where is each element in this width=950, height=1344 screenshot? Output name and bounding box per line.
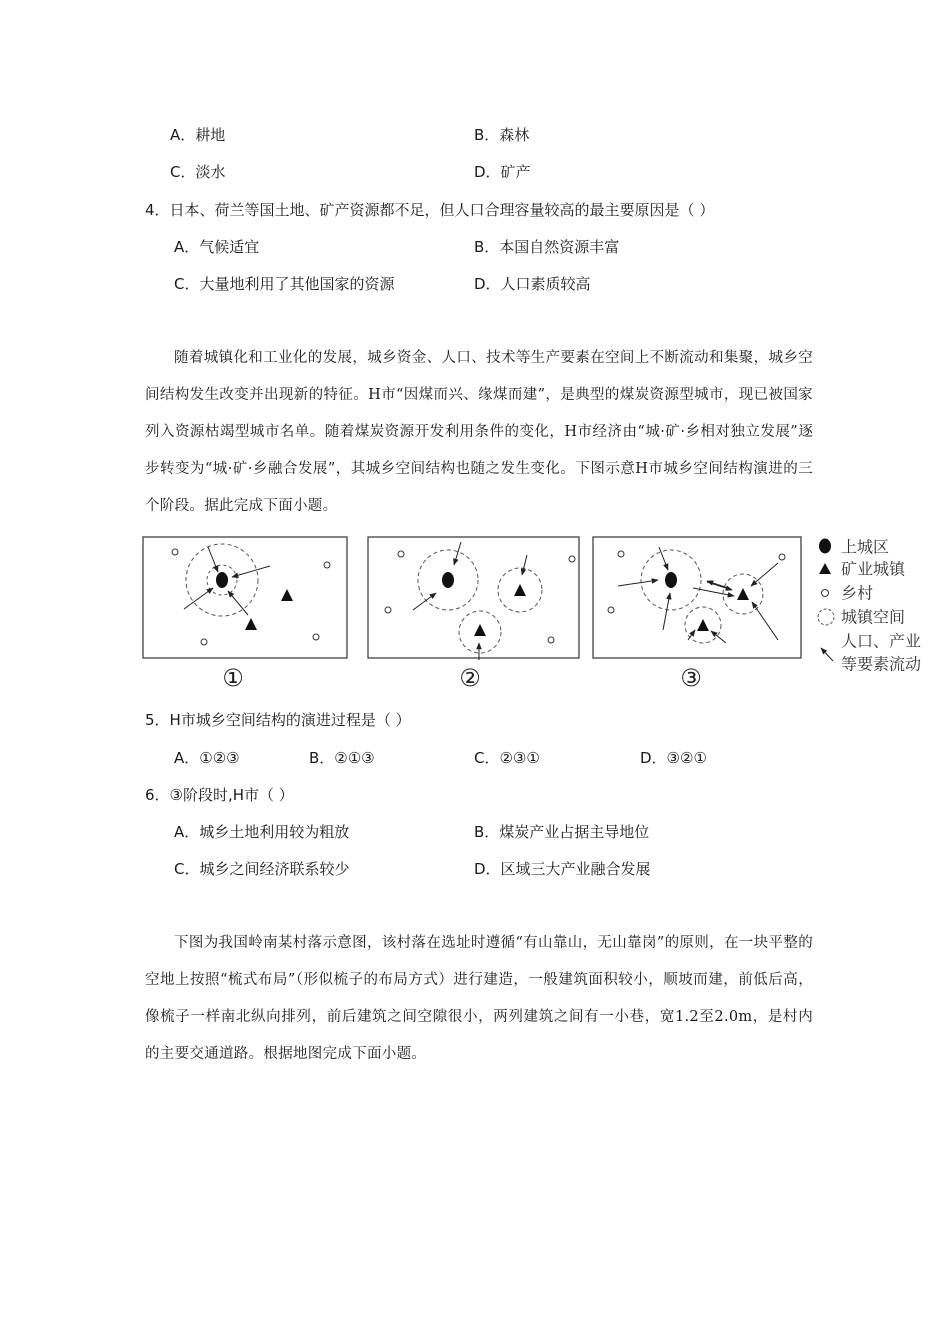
q6-stem: 6．③阶段时,H市（ ）	[145, 786, 294, 804]
legend-space-icon	[818, 609, 834, 625]
q3-option-a: A．耕地	[170, 126, 226, 144]
q5-option-c: C．②③①	[474, 749, 540, 767]
q6-option-d: D．区域三大产业融合发展	[474, 860, 651, 878]
stage-1-panel	[143, 537, 347, 658]
legend-village-icon	[822, 590, 829, 597]
spatial-structure-figure	[140, 530, 935, 695]
q5-option-b: B．②①③	[309, 749, 375, 767]
q5-option-d: D．③②①	[640, 749, 707, 767]
legend-city-label: 上城区	[841, 537, 890, 557]
passage-lingnan-village	[145, 925, 813, 1073]
city-marker	[442, 572, 454, 588]
stage-1-label: ①	[222, 664, 244, 692]
city-marker	[665, 572, 677, 588]
legend-city-icon	[819, 539, 831, 554]
stage-2-label: ②	[459, 664, 481, 692]
legend-village-label: 乡村	[841, 583, 874, 603]
q6-option-b: B．煤炭产业占据主导地位	[474, 823, 650, 841]
passage-urban-rural	[145, 340, 813, 525]
q4-stem: 4．日本、荷兰等国土地、矿产资源都不足，但人口合理容量较高的最主要原因是（ ）	[145, 201, 715, 219]
legend-space-label: 城镇空间	[841, 607, 906, 627]
mine-marker	[474, 624, 486, 636]
q4-option-d: D．人口素质较高	[474, 275, 591, 293]
mine-marker	[697, 619, 709, 631]
legend-mine-label: 矿业城镇	[841, 559, 906, 579]
q3-option-b: B．森林	[474, 126, 530, 144]
city-marker	[216, 572, 228, 588]
figure-legend	[818, 538, 921, 674]
q4-option-c: C．大量地利用了其他国家的资源	[174, 275, 395, 293]
q6-option-c: C．城乡之间经济联系较少	[174, 860, 350, 878]
q5-stem: 5．H市城乡空间结构的演进过程是（ ）	[145, 711, 411, 729]
q6-option-a: A．城乡土地利用较为粗放	[174, 823, 350, 841]
mine-marker	[514, 584, 526, 596]
stage-3-panel	[593, 537, 801, 658]
passage-urban-rural-text: 随着城镇化和工业化的发展，城乡资金、人口、技术等生产要素在空间上不断流动和集聚，城乡空间结构发生改变并出现新的特征。H市“因煤而兴、缘煤而建”，是典型的煤炭资源型城市，现已被国家列入资源枯竭型城市名单。随着煤炭资源开发利用条件的变化，H市经济由“城·矿·乡相对独立发展”逐步转变为“城·矿·乡融合发展”，其城乡空间结构也随之发生变化。下图示意H市城乡空间结构演进的三个阶段。据此完成下面小题。	[145, 350, 813, 514]
q4-option-a: A．气候适宜	[174, 238, 260, 256]
legend-flow-icon	[821, 648, 833, 661]
q4-option-b: B．本国自然资源丰富	[474, 238, 620, 256]
stage-2-panel	[368, 537, 579, 660]
legend-mine-icon	[819, 563, 831, 574]
mine-marker	[737, 588, 749, 600]
q5-option-a: A．①②③	[174, 749, 240, 767]
mine-marker	[281, 589, 293, 601]
q3-option-c: C．淡水	[170, 163, 226, 181]
passage-lingnan-village-text: 下图为我国岭南某村落示意图，该村落在选址时遵循“有山靠山，无山靠岗”的原则，在一块平整的空地上按照“梳式布局”（形似梳子的布局方式）进行建造，一般建筑面积较小，顺坡而建，前低后高，像梳子一样南北纵向排列，前后建筑之间空隙很小，两列建筑之间有一小巷，宽1.2至2.0m，是村内的主要交通道路。根据地图完成下面小题。	[145, 935, 813, 1062]
stage-3-label: ③	[680, 664, 702, 692]
mine-marker	[245, 618, 257, 630]
legend-flow-label-1: 人口、产业	[841, 631, 922, 651]
q3-option-d: D．矿产	[474, 163, 531, 181]
legend-flow-label-2: 等要素流动	[841, 654, 922, 674]
